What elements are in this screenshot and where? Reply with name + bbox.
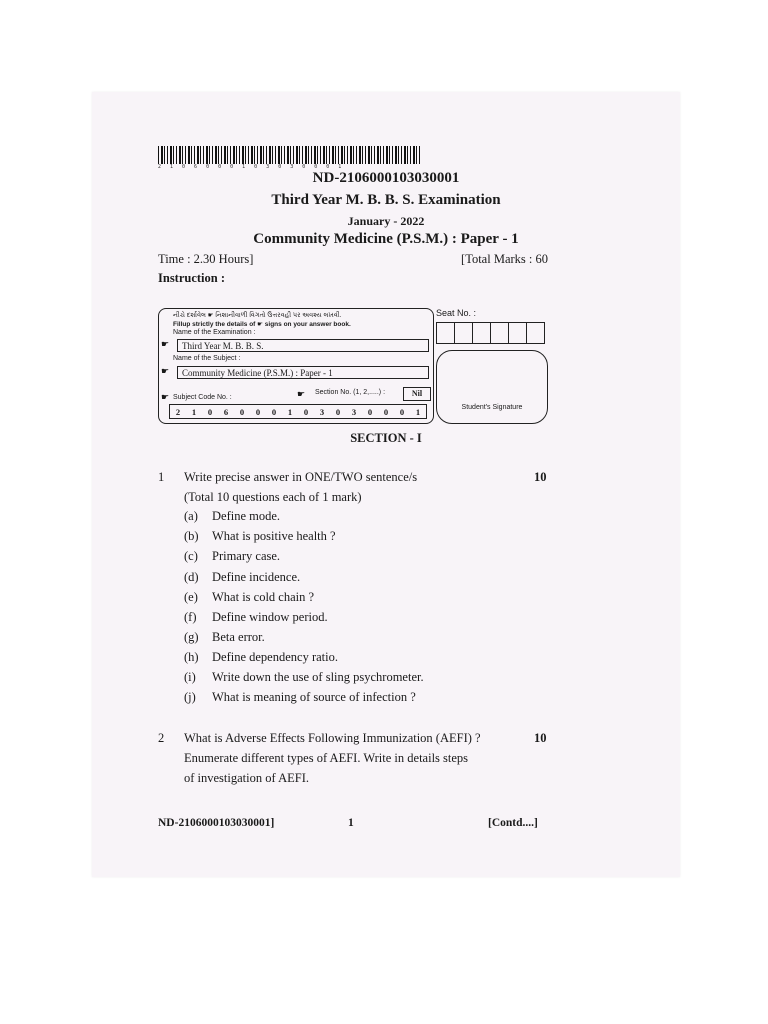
question-2-number: 2 [158, 731, 165, 745]
instruction-label: Instruction : [158, 271, 226, 285]
footer-paper-code: ND-2106000103030001] [158, 817, 275, 829]
code-digit: 0 [335, 406, 341, 417]
list-item: (h) Define dependency ratio. [184, 650, 338, 664]
code-digit: 0 [399, 406, 405, 417]
list-item: (e) What is cold chain ? [184, 590, 315, 604]
seat-box [454, 322, 473, 344]
question-1-note: (Total 10 questions each of 1 mark) [184, 490, 362, 504]
gujarati-instruction: નીચે દર્શાવેલ ☛ નિશાનીવાળી વિગતો ઉત્તરવહી પર અવશ્ય લખવી. [173, 312, 342, 319]
code-digit: 1 [415, 406, 421, 417]
seat-box [472, 322, 491, 344]
question-2-line-2: Enumerate different types of AEFI. Write in details steps [184, 751, 469, 765]
seat-box [436, 322, 455, 344]
exam-name-label: Name of the Examination : [173, 329, 256, 336]
pointing-hand-icon: ☛ [161, 366, 170, 376]
code-digit: 0 [383, 406, 389, 417]
list-item: (g) Beta error. [184, 630, 265, 644]
list-item: (c) Primary case. [184, 549, 281, 563]
code-digit: 2 [175, 406, 181, 417]
list-item: (a) Define mode. [184, 509, 281, 523]
signature-box [436, 350, 548, 424]
paper-title: Community Medicine (P.S.M.) : Paper - 1 [253, 231, 519, 247]
question-1-marks: 10 [534, 470, 547, 484]
subject-code-digits [169, 404, 427, 419]
code-digit: 0 [303, 406, 309, 417]
code-digit: 3 [351, 406, 357, 417]
list-item: (j) What is meaning of source of infection ? [184, 690, 416, 704]
exam-title: Third Year M. B. B. S. Examination [271, 192, 501, 208]
list-item: (f) Define window period. [184, 610, 328, 624]
question-2-marks: 10 [534, 731, 547, 745]
time-label: Time : 2.30 Hours] [158, 252, 254, 266]
question-2-line-1: What is Adverse Effects Following Immunization (AEFI) ? [184, 731, 481, 745]
barcode-digits: 2 1 0 6 0 0 0 1 0 3 0 3 0 0 0 1 [158, 164, 345, 170]
question-1-text: Write precise answer in ONE/TWO sentence/s [184, 470, 418, 484]
code-digit: 0 [207, 406, 213, 417]
seat-number-boxes [436, 322, 544, 344]
code-digit: 1 [191, 406, 197, 417]
footer-contd: [Contd....] [488, 817, 538, 829]
section-number-label: Section No. (1, 2,.....) : [315, 389, 386, 396]
subject-name-field: Community Medicine (P.S.M.) : Paper - 1 [177, 366, 429, 379]
footer-page-number: 1 [348, 817, 354, 829]
seat-box [490, 322, 509, 344]
pointing-hand-icon: ☛ [161, 392, 170, 402]
question-2-line-3: of investigation of AEFI. [184, 771, 309, 785]
section-number-value: Nil [403, 387, 431, 401]
candidate-info-box [158, 308, 434, 424]
subject-code-label: Subject Code No. : [173, 394, 232, 401]
signature-label: Student's Signature [461, 404, 523, 411]
list-item: (b) What is positive health ? [184, 529, 336, 543]
code-digit: 3 [319, 406, 325, 417]
list-item: (i) Write down the use of sling psychrometer. [184, 670, 424, 684]
exam-date: January - 2022 [347, 214, 425, 228]
code-digit: 0 [255, 406, 261, 417]
code-digit: 0 [271, 406, 277, 417]
question-1-number: 1 [158, 470, 165, 484]
pointing-hand-icon: ☛ [297, 389, 306, 399]
subject-name-label: Name of the Subject : [173, 355, 241, 362]
exam-name-field: Third Year M. B. B. S. [177, 339, 429, 352]
code-digit: 0 [367, 406, 373, 417]
fillup-instruction: Fillup strictly the details of ☛ signs on your answer book. [173, 321, 351, 328]
seat-box [508, 322, 527, 344]
pointing-hand-icon: ☛ [161, 339, 170, 349]
code-digit: 0 [239, 406, 245, 417]
barcode [158, 146, 422, 164]
total-marks-label: [Total Marks : 60 [461, 252, 548, 266]
seat-number-label: Seat No. : [436, 308, 477, 318]
list-item: (d) Define incidence. [184, 570, 301, 584]
paper-code-title: ND-2106000103030001 [312, 170, 460, 186]
code-digit: 1 [287, 406, 293, 417]
code-digit: 6 [223, 406, 229, 417]
section-title: SECTION - I [350, 431, 422, 445]
seat-box [526, 322, 545, 344]
